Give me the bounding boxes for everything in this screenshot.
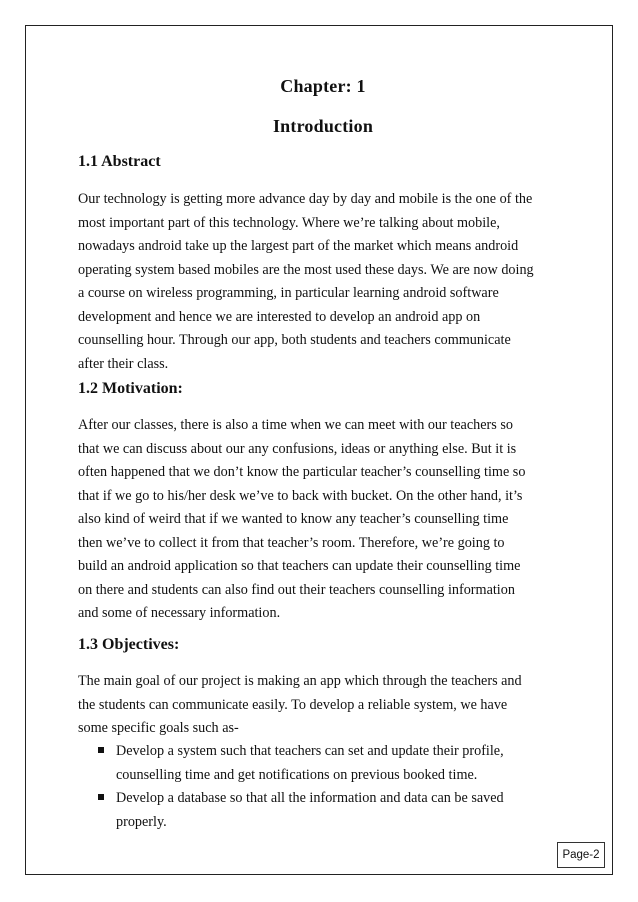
paragraph-line: nowadays android take up the largest part of the market which means android (78, 238, 519, 254)
chapter-label: Chapter: 1 (280, 76, 366, 96)
paragraph-line: also kind of weird that if we wanted to know any teacher’s counselling time (78, 511, 509, 527)
page-number: Page-2 (557, 842, 605, 868)
paragraph-line: a course on wireless programming, in particular learning android software (78, 285, 499, 301)
objectives-paragraph (78, 670, 588, 741)
bullet-item (98, 740, 578, 787)
paragraph-line: then we’ve to collect it from that teacher’s room. Therefore, we’re going to (78, 534, 505, 551)
page-title: Introduction (272, 116, 374, 136)
paragraph-line: most important part of this technology. Where we’re talking about mobile, (78, 214, 500, 231)
square-bullet-icon (98, 747, 104, 753)
paragraph-line: and some of necessary information. (78, 605, 281, 621)
section-heading-motivation: 1.2 Motivation: (78, 380, 183, 397)
abstract-paragraph (78, 188, 588, 376)
section-heading-objectives: 1.3 Objectives: (78, 636, 180, 653)
paragraph-line: on there and students can also find out their teachers counselling information (78, 581, 515, 598)
motivation-paragraph (78, 414, 588, 626)
paragraph-line: counselling hour. Through our app, both students and teachers communicate (78, 332, 511, 348)
paragraph-line: operating system based mobiles are the most used these days. We are now doing (78, 261, 534, 278)
bullet-line: Develop a database so that all the information and data can be saved (116, 790, 504, 806)
paragraph-line: development and hence we are interested to develop an android app on (78, 308, 481, 325)
paragraph-line: that if we go to his/her desk we’ve to back with bucket. On the other hand, it’s (78, 487, 523, 504)
bullet-line: properly. (116, 813, 167, 830)
paragraph-line: often happened that we don’t know the particular teacher’s counselling time so (78, 464, 526, 480)
section-heading-abstract: 1.1 Abstract (78, 153, 161, 170)
square-bullet-icon (98, 794, 104, 800)
paragraph-line: The main goal of our project is making an app which through the teachers and (78, 673, 522, 689)
bullet-line: counselling time and get notifications on previous booked time. (116, 766, 478, 783)
paragraph-line: build an android application so that teachers can update their counselling time (78, 558, 521, 574)
paragraph-line: that we can discuss about our any confusions, ideas or anything else. But it is (78, 440, 517, 457)
bullet-line: Develop a system such that teachers can set and update their profile, (116, 743, 504, 759)
paragraph-line: some specific goals such as- (78, 720, 239, 736)
paragraph-line: Our technology is getting more advance day by day and mobile is the one of the (78, 191, 533, 207)
objectives-bullet-list (98, 740, 578, 834)
paragraph-line: After our classes, there is also a time when we can meet with our teachers so (78, 417, 513, 433)
paragraph-line: after their class. (78, 355, 169, 372)
paragraph-line: the students can communicate easily. To develop a reliable system, we have (78, 696, 508, 713)
bullet-item (98, 787, 578, 834)
